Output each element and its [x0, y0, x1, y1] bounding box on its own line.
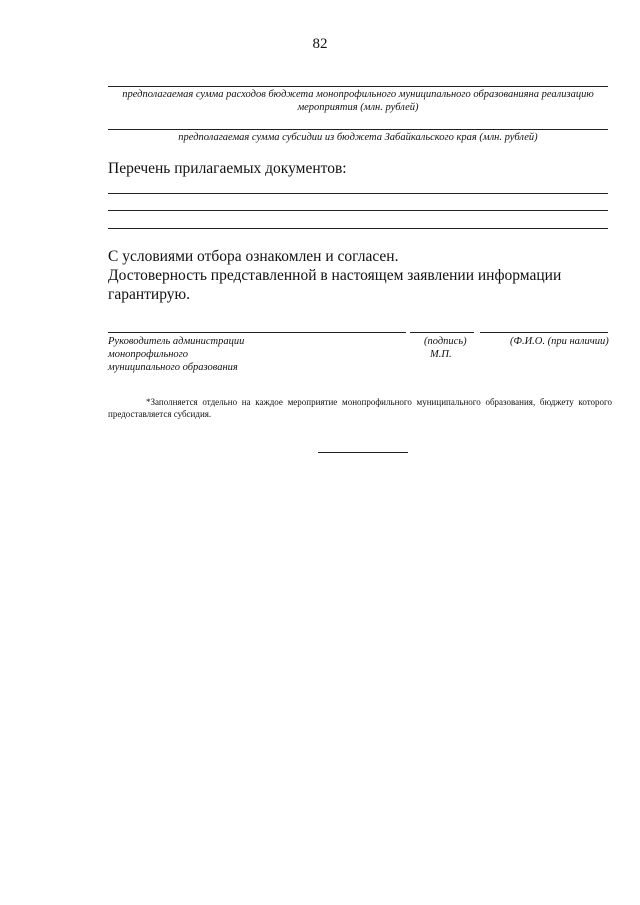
role-line: [108, 332, 406, 333]
statement-reliability: Достоверность представленной в настоящем заявлении информации гарантирую.: [108, 267, 562, 303]
page-number: 82: [312, 36, 328, 52]
documents-line-3: [108, 228, 608, 229]
subsidy-caption: предполагаемая сумма субсидии из бюджета Забайкальского края (млн. рублей): [178, 132, 538, 143]
footnote: *Заполняется отдельно на каждое мероприятие монопрофильного муниципального образования, бюджету которого предоставляется субсидия.: [108, 397, 612, 419]
budget-expenses-caption: предполагаемая сумма расходов бюджета монопрофильного муниципального образованияна реализацию мероприятия (млн. рублей): [122, 89, 594, 113]
stamp-label: М.П.: [430, 349, 452, 360]
end-rule: [318, 452, 408, 453]
budget-expenses-line: [108, 86, 608, 87]
documents-line-2: [108, 210, 608, 211]
documents-heading: Перечень прилагаемых документов:: [108, 160, 347, 177]
name-label: (Ф.И.О. (при наличии): [510, 336, 609, 347]
statement-conditions: С условиями отбора ознакомлен и согласен.: [108, 248, 399, 265]
role-label-3: муниципального образования: [108, 362, 238, 373]
signature-label: (подпись): [424, 336, 467, 347]
name-line: [480, 332, 608, 333]
documents-line-1: [108, 193, 608, 194]
subsidy-line: [108, 129, 608, 130]
signature-line: [410, 332, 474, 333]
role-label-1: Руководитель администрации: [108, 336, 245, 347]
role-label-2: монопрофильного: [108, 349, 189, 360]
